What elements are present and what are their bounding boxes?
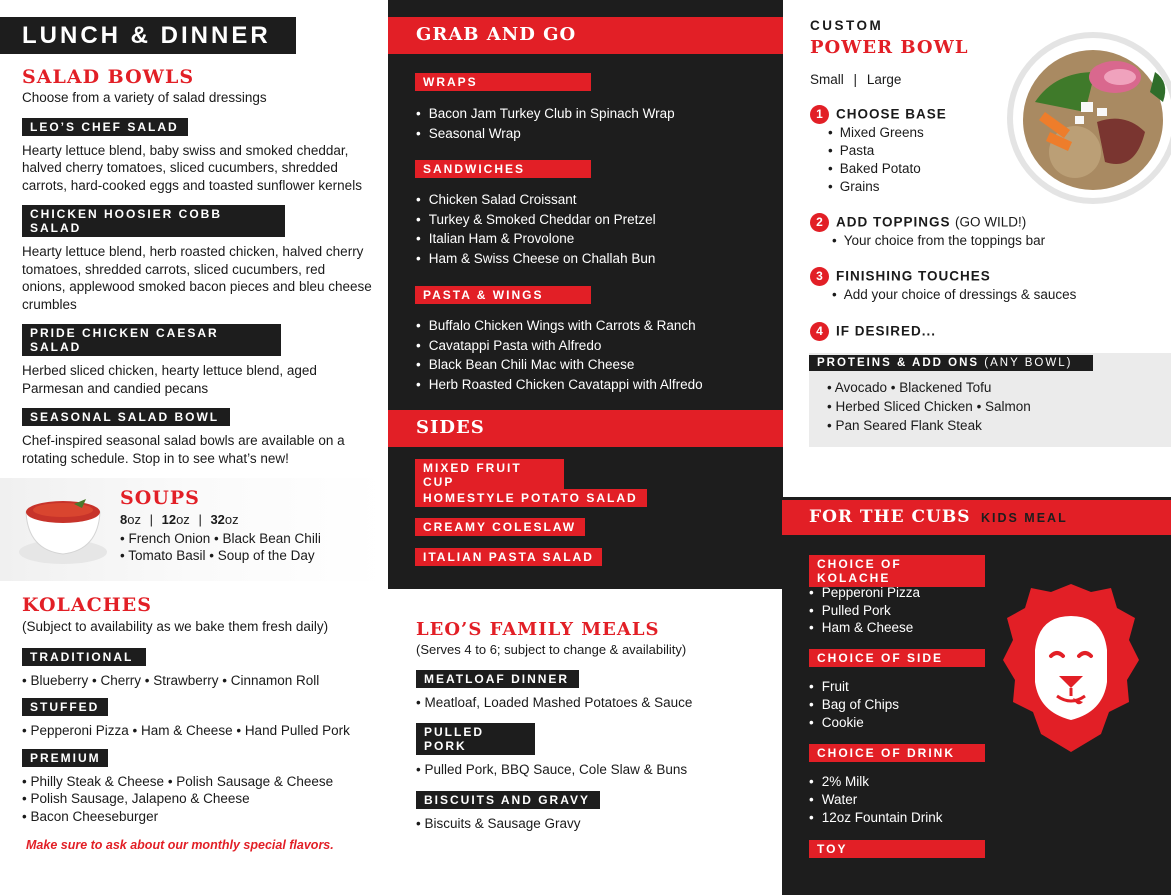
protein-item: Salmon [985, 399, 1031, 414]
toy-label: TOY [809, 840, 985, 858]
salad-item [22, 408, 372, 467]
kids-item: • Fruit [809, 678, 899, 696]
menu-item: • Cavatappi Pasta with Alfredo [416, 336, 703, 356]
step-title: FINISHING TOUCHES [836, 268, 991, 284]
soup-list: • French Onion • Black Bean Chili • Tomato Basil • Soup of the Day [120, 531, 321, 563]
soups-section [0, 478, 385, 581]
custom-label: CUSTOM [810, 18, 884, 33]
soup-sizes [120, 512, 239, 527]
side-item: CREAMY COLESLAW [415, 518, 585, 536]
menu-item: • Turkey & Smoked Cheddar on Pretzel [416, 210, 656, 230]
grab-and-go-title: GRAB AND GO [388, 17, 783, 54]
kids-item: • 12oz Fountain Drink [809, 809, 943, 827]
lion-logo-icon [1003, 582, 1139, 754]
menu-item: • Chicken Salad Croissant [416, 190, 656, 210]
meal-name: PULLED PORK [416, 723, 535, 755]
traditional-label: TRADITIONAL [22, 648, 146, 666]
meal-desc: • Meatloaf, Loaded Mashed Potatoes & Sauce [416, 694, 693, 710]
cubs-title: FOR THE CUBS [809, 507, 971, 527]
step-title-extra: (GO WILD!) [954, 214, 1027, 230]
proteins-label-text: PROTEINS & ADD ONS [817, 357, 980, 369]
kids-item: • Bag of Chips [809, 696, 899, 714]
step-title: ADD TOPPINGS [836, 214, 951, 230]
step-add-toppings [810, 213, 1150, 250]
pasta-wings-label: PASTA & WINGS [415, 286, 591, 304]
menu-item: • Buffalo Chicken Wings with Carrots & Ranch [416, 316, 703, 336]
sandwiches-list [416, 190, 656, 268]
size-32: 32 [210, 512, 225, 527]
size-sep: | [149, 512, 153, 527]
kids-item: • Cookie [809, 714, 899, 732]
salad-desc: Chef-inspired seasonal salad bowls are available on a rotating schedule. Stop in to see what’s new! [22, 433, 345, 466]
kolache-choice-list [809, 584, 920, 637]
salad-desc: Herbed sliced chicken, hearty lettuce blend, aged Parmesan and candied pecans [22, 363, 317, 396]
kolaches-section [22, 594, 377, 852]
meal-desc-text: Biscuits & Sausage Gravy [424, 815, 581, 831]
soup-item: French Onion [128, 531, 211, 546]
meal-desc: • Pulled Pork, BBQ Sauce, Cole Slaw & Buns [416, 762, 688, 777]
kolache-choice-label: CHOICE OF KOLACHE [809, 555, 985, 587]
size-large: Large [866, 72, 902, 87]
salad-bowls-section [22, 66, 372, 467]
meal-name: BISCUITS AND GRAVY [416, 791, 600, 809]
size-sep: | [198, 512, 202, 527]
sandwiches-label: SANDWICHES [415, 160, 591, 178]
meal-desc: • Biscuits & Sausage Gravy [416, 815, 581, 831]
stuffed-label: STUFFED [22, 698, 108, 716]
salad-bowls-title: SALAD BOWLS [22, 66, 195, 88]
meal-name: MEATLOAF DINNER [416, 670, 579, 688]
kolache-item: Philly Steak & Cheese [30, 773, 165, 789]
protein-item: Pan Seared Flank Steak [835, 418, 982, 433]
soup-item: Soup of the Day [217, 548, 315, 563]
kolache-item: Polish Sausage, Jalapeno & Cheese [30, 791, 250, 806]
kolaches-title: KOLACHES [22, 594, 152, 616]
kolache-item: Polish Sausage & Cheese [176, 773, 334, 789]
traditional-list: • Blueberry • Cherry • Strawberry • Cinnamon Roll [22, 672, 320, 688]
side-choice-list [809, 678, 899, 732]
soups-title: SOUPS [120, 487, 200, 509]
protein-item: Avocado [834, 380, 888, 395]
meal-desc-text: Meatloaf, Loaded Mashed Potatoes & Sauce [424, 694, 693, 710]
size-8: 8 [120, 512, 128, 527]
size-12: 12 [161, 512, 177, 527]
soup-cup-image [18, 492, 108, 568]
salad-item [22, 205, 372, 313]
soup-item: Black Bean Chili [222, 531, 321, 546]
option-item: • Add your choice of dressings & sauces [832, 286, 1150, 304]
salad-item [22, 324, 372, 397]
topping-options [832, 232, 1150, 250]
kolache-item: Strawberry [153, 672, 219, 688]
side-item: HOMESTYLE POTATO SALAD [415, 489, 647, 507]
size-sep: | [853, 72, 858, 87]
salad-name: CHICKEN HOOSIER COBB SALAD [22, 205, 285, 237]
kolache-item: Pepperoni Pizza [30, 723, 129, 738]
size-small: Small [810, 72, 844, 87]
menu-item: • Italian Ham & Provolone [416, 229, 656, 249]
menu-item: • Bacon Jam Turkey Club in Spinach Wrap [416, 104, 675, 124]
option-item: • Pasta [828, 142, 1120, 160]
special-flavors-note: Make sure to ask about our monthly special flavors. [26, 838, 334, 852]
wraps-list [416, 104, 675, 143]
salad-desc: Hearty lettuce blend, baby swiss and smoked cheddar, halved cherry tomatoes, sliced cucumbers, shredded carrots, hard-cooked eggs and toasted sunflower kernels [22, 142, 362, 193]
salad-name: LEO’S CHEF SALAD [22, 118, 188, 136]
base-options [828, 124, 1120, 196]
kids-item: • Pulled Pork [809, 602, 920, 620]
option-item: • Your choice from the toppings bar [832, 232, 1150, 250]
power-bowl-title: POWER BOWL [810, 37, 969, 58]
kolache-item: Hand Pulled Pork [244, 723, 350, 738]
proteins-box [809, 353, 1171, 447]
salad-desc: Hearty lettuce blend, herb roasted chicken, halved cherry tomatoes, shredded carrots, sliced cucumbers, red onions, applewood smoked bacon pieces and bleu cheese crumbles [22, 244, 372, 312]
kolache-item: Ham & Cheese [141, 723, 233, 738]
stuffed-list: • Pepperoni Pizza • Ham & Cheese • Hand Pulled Pork [22, 723, 350, 738]
option-item: • Mixed Greens [828, 124, 1120, 142]
finishing-options [832, 286, 1150, 304]
kids-item: • Water [809, 791, 943, 809]
step-number: 3 [810, 267, 829, 286]
kolache-item: Bacon Cheeseburger [30, 808, 159, 824]
pasta-wings-list [416, 316, 703, 394]
kolaches-subtitle: (Subject to availability as we bake them fresh daily) [22, 619, 329, 634]
family-meals-section [416, 619, 776, 832]
step-if-desired [810, 322, 936, 341]
step-number: 2 [810, 213, 829, 232]
side-item: MIXED FRUIT CUP [415, 459, 564, 491]
bowl-sizes [810, 72, 901, 87]
size-unit: oz [127, 512, 141, 527]
size-unit: oz [224, 512, 239, 527]
proteins-label-extra: (ANY BOWL) [984, 357, 1073, 369]
protein-item: Herbed Sliced Chicken [835, 399, 973, 414]
soup-item: Tomato Basil [128, 548, 206, 563]
salad-name: PRIDE CHICKEN CAESAR SALAD [22, 324, 281, 356]
kids-item: • Ham & Cheese [809, 619, 920, 637]
protein-item: Blackened Tofu [899, 380, 992, 395]
premium-list: • Philly Steak & Cheese • Polish Sausage & Cheese • Polish Sausage, Jalapeno & Cheese • Bacon Cheeseburger [22, 773, 334, 824]
drink-choice-label: CHOICE OF DRINK [809, 744, 985, 762]
salad-bowls-subtitle: Choose from a variety of salad dressings [22, 90, 267, 105]
step-number: 1 [810, 105, 829, 124]
drink-choice-list [809, 773, 943, 827]
menu-item: • Seasonal Wrap [416, 124, 675, 144]
step-title: CHOOSE BASE [836, 106, 947, 122]
step-number: 4 [810, 322, 829, 341]
step-finishing-touches [810, 267, 1150, 304]
sides-title: SIDES [388, 410, 783, 447]
page-title: LUNCH & DINNER [0, 17, 296, 54]
family-meals-title: LEO’S FAMILY MEALS [416, 619, 660, 640]
size-unit: oz [176, 512, 190, 527]
side-item: ITALIAN PASTA SALAD [415, 548, 602, 566]
side-choice-label: CHOICE OF SIDE [809, 649, 985, 667]
salad-name: SEASONAL SALAD BOWL [22, 408, 230, 426]
kids-meal-label: KIDS MEAL [980, 511, 1068, 525]
option-item: • Baked Potato [828, 160, 1120, 178]
kids-item: • Pepperoni Pizza [809, 584, 920, 602]
kolache-item: Cinnamon Roll [230, 672, 320, 688]
family-meals-subtitle: (Serves 4 to 6; subject to change & availability) [416, 642, 687, 657]
premium-label: PREMIUM [22, 749, 108, 767]
kids-item: • 2% Milk [809, 773, 943, 791]
meal-desc-text: Pulled Pork, BBQ Sauce, Cole Slaw & Buns [424, 762, 688, 777]
proteins-label [809, 355, 1093, 371]
menu-item: • Ham & Swiss Cheese on Challah Bun [416, 249, 656, 269]
option-item: • Grains [828, 178, 1120, 196]
wraps-label: WRAPS [415, 73, 591, 91]
step-title: IF DESIRED... [836, 323, 937, 339]
menu-item: • Black Bean Chili Mac with Cheese [416, 355, 703, 375]
salad-item [22, 118, 372, 195]
proteins-list: • Avocado • Blackened Tofu • Herbed Sliced Chicken • Salmon • Pan Seared Flank Steak [827, 380, 1031, 433]
kolache-item: Cherry [100, 672, 142, 688]
kolache-item: Blueberry [30, 672, 89, 688]
menu-item: • Herb Roasted Chicken Cavatappi with Alfredo [416, 375, 703, 395]
cubs-header [782, 500, 1171, 535]
step-choose-base [810, 105, 1120, 196]
